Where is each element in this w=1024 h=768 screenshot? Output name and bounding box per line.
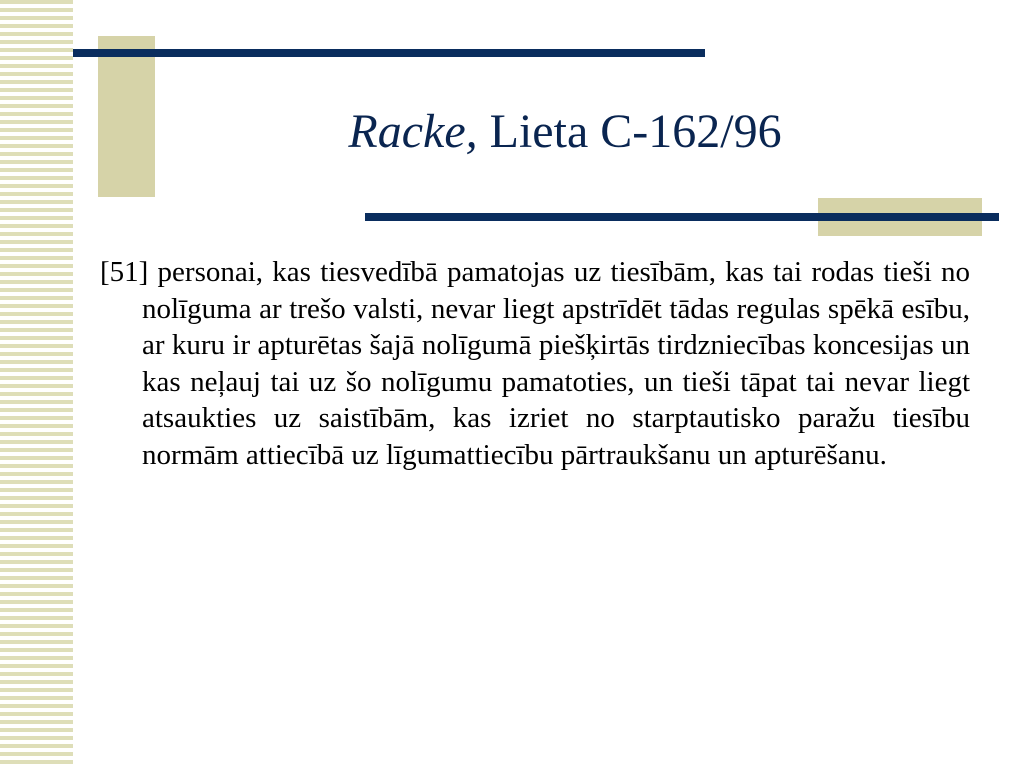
slide-title — [180, 100, 950, 164]
body-paragraph: [51] personai, kas tiesvedībā pamatojas uz tiesībām, kas tai rodas tieši no nolīguma ar trešo valsti, nevar liegt apstrīdēt tādas regulas spēkā esību, ar kuru ir apturētas šajā nolīgumā piešķirtās tirdzniecības koncesijas un kas neļauj tai uz šo nolīgumu pamatoties, un tieši tāpat tai nevar liegt atsaukties uz saistībām, kas izriet no starptautisko paražu tiesību normām attiecībā uz līgumattiecību pārtraukšanu un apturēšanu. — [100, 256, 970, 471]
title-case-number: Lieta C-162/96 — [477, 105, 782, 158]
accent-block-left — [98, 36, 155, 197]
title-rule-top — [73, 49, 705, 57]
title-rule-bottom — [365, 213, 999, 221]
title-case-name: Racke, — [348, 105, 478, 158]
striped-side-band — [0, 0, 73, 768]
